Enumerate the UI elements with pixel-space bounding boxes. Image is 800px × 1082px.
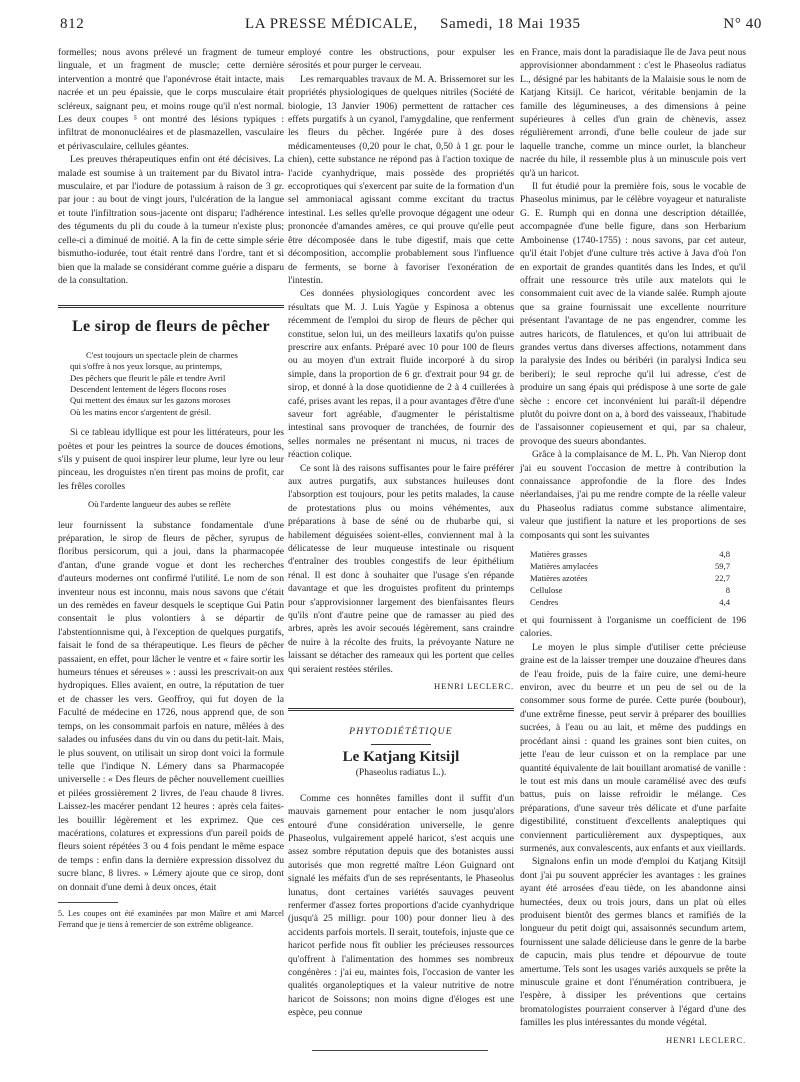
table-cell-label: Matières grasses bbox=[530, 549, 588, 560]
paragraph: employé contre les obstructions, pour expulser les sérosités et pour purger le cerveau. bbox=[288, 47, 514, 72]
paragraph: et qui fournissent à l'organisme un coefficient de 196 calories. bbox=[520, 615, 746, 640]
table-row bbox=[530, 560, 730, 572]
footnote: 5. Les coupes ont été examinées par mon Maître et ami Marcel Ferrand que je tiens à remercier de son extrême obligeance. bbox=[58, 908, 284, 929]
table-row bbox=[530, 584, 730, 596]
paragraph: Si ce tableau idyllique est pour les littérateurs, pour les poètes et pour les peintres la source de douces émotions, s'ils y puisent de quoi inspirer leur plume, leur lyre ou leur pinceau, les droguistes n'en tirent pas moins de profit, car les frêles corolles bbox=[58, 427, 284, 492]
author-signature: HENRI LECLERC. bbox=[666, 1034, 746, 1045]
paragraph: Comme ces honnêtes familles dont il suffit d'un mauvais garnement pour entacher le nom jusqu'alors entouré d'une considération universelle, le genre Phaseolus, vulgairement appelé haricot, s'est acquis une assez sombre réputation depuis que des botanistes aussi autorisés que mon regretté maître Léon Guignard ont signalé les méfaits d'un de ses représentants, le Phaseolus lunatus, dont certaines variétés sauvages peuvent renfermer d'assez fortes proportions d'acide cyanhydrique (jusqu'à 25 milligr. pour 100) pour donner lieu à des accidents parfois mortels. Il serait, toutefois, injuste que ce haricot perfide nous fît oublier les précieuses ressources qu'offrent à l'alimentation des hommes ses nombreux congénères : j'ai eu, maintes fois, l'occasion de vanter les qualités organoleptiques et la valeur nutritive de notre haricot de Soissons; non moins digne d'éloges est une espèce, peu connue bbox=[288, 792, 514, 1019]
paragraph: Ce sont là des raisons suffisantes pour le faire préférer aux autres purgatifs, aux substances huileuses dont l'absorption est toujours, pour les petits malades, la cause de protestations plus ou moins véhémentes, aux préparations à base de séné ou de rhubarbe qui, si habilement déguisées soient-elles, conviennent mal à la délicatesse de leur muqueuse intestinale ou risquent d'entraîner des troubles congestifs de leur épithélium rénal. Il est donc à souhaiter que l'usage s'en répande davantage et que les droguistes profitent du printemps pour s'approvisionner largement des bienfaisantes fleurs qu'ils n'ont d'autre peine que de ramasser au pied des arbres, après les avoir secoués légèrement, sans craindre de nuire à la récolte des fruits, la prévoyante Nature ne laissant se détacher des rameaux qui les portent que celles qui seraient restées stériles. bbox=[288, 462, 514, 675]
table-cell-label: Matières amylacées bbox=[530, 561, 598, 572]
table-cell-label: Matières azotées bbox=[530, 573, 588, 584]
author-signature: HENRI LECLERC. bbox=[434, 681, 514, 692]
issue-number: N° 40 bbox=[723, 16, 762, 32]
section-divider bbox=[58, 305, 284, 308]
bottom-divider bbox=[312, 1050, 488, 1051]
poem-line: Où les matins encor s'argentent de grésil. bbox=[70, 406, 211, 417]
page-header bbox=[60, 16, 762, 36]
poem-line: qui s'offre à nos yeux lorsque, au printemps, bbox=[70, 361, 222, 372]
column-1 bbox=[58, 46, 284, 931]
table-cell-value: 59,7 bbox=[714, 561, 730, 572]
quoted-verse: Où l'ardente langueur des aubes se reflète bbox=[88, 499, 231, 510]
paragraph: Le moyen le plus simple d'utiliser cette précieuse graine est de la laisser tremper une douzaine d'heures dans de l'eau froide, puis de la faire cuire, une demi-heure environ, avec du beurre et un peu de sel ou de la consommer sous forme de purée. Cette purée (boubour), d'une extrême finesse, peut servir à préparer des bouillies sucrées, à l'eau ou au lait, et même des puddings en procédant ainsi : quand les graines sont bien cuites, on jette l'eau de leur cuisson et on la remplace par une quantité équivalente de lait bouillant aromatisé de vanille : le tout est mis dans un moule caramélisé avec des œufs battus, puis on laisse refroidir le mélange. Ces préparations, d'une saveur très délicate et d'une parfaite digestibilité, constituent d'excellents analeptiques qui conviennent particulièrement aux dyspeptiques, aux surmenés, aux convalescents, aux enfants et aux vieillards. bbox=[520, 641, 746, 854]
paragraph: Grâce à la complaisance de M. L. Ph. Van Nierop dont j'ai eu souvent l'occasion de mettre à contribution la connaissance approfondie de la flore des Indes néerlandaises, j'ai pu me rendre compte de la réelle valeur du Phaseolus radiatus comme substance alimentaire, valeur que justifient la nature et les proportions de ses composants qui sont les suivantes bbox=[520, 449, 746, 541]
article-title: Le Katjang Kitsijl bbox=[342, 748, 460, 765]
table-cell-value: 4,8 bbox=[719, 549, 730, 560]
paragraph: Signalons enfin un mode d'emploi du Katjang Kitsijl dont j'ai pu souvent apprécier les avantages : les graines ayant été arrosées d'eau tiède, on les abandonne ainsi humectées, deux ou trois jours, dans un plat où elles produisent bientôt des germes blancs et ramifiés de la longueur du petit doigt qui, assaisonnés secundum artem, fournissent une salade délicieuse dans le genre de la barbe de capucin, mais plus tendre et dépourvue de toute amertume. Tels sont les usages variés auxquels se prête la minuscule graine et dont l'énumération contribuera, je l'espère, à dissiper les préventions que certains bromatologistes pourraient conserver à l'égard d'une des familles les plus intéressantes du monde végétal. bbox=[520, 856, 746, 1029]
article-subtitle: (Phaseolus radiatus L.). bbox=[355, 767, 447, 779]
table-cell-value: 4,4 bbox=[719, 597, 730, 608]
paragraph: leur fournissent la substance fondamentale d'une préparation, le sirop de fleurs de pêcher, syrupus de floribus persicorum, qui a joui, dans la pharmacopée d'antan, d'une grande vogue et dont les recherches d'auteurs modernes ont confirmé l'utilité. Le nom de son inventeur nous est inconnu, mais nous savons que c'était un des remèdes en faveur desquels le sceptique Gui Patin consentait le plus volontiers à se départir de l'abstentionnisme qui, à l'exception de quelques purgatifs, faisait le fond de sa thérapeutique. Les fleurs de pêcher passaient, en effet, pour lâcher le ventre et « faire sortir les humeurs ténues et séreuses » : aussi les prescrivait-on aux hydropiques. Elles avaient, en outre, la réputation de tuer et de chasser les vers. Geoffroy, qui fut doyen de la Faculté de médecine en 1726, nous apprend que, de son temps, on les consommait parfois en nature, mêlées à des salades ou infusées dans du vin ou dans du petit-lait. Mais, le plus souvent, on utilisait un sirop dont voici la formule telle que l'indique N. Lémery dans sa Pharmacopée universelle : « Des fleurs de pêcher nouvellement cueillies et pilées grossièrement 2 livres, de l'eau chaude 8 livres. Laissez-les macérer pendant 12 heures : après cela faites-les bouillir légèrement et les exprimez. Que ces macérations, colatures et expressions d'un pareil poids de fleurs soient répétées 3 ou 4 fois pendant le même espace de temps : enfin dans la dernière expression dissolvez du sucre blanc, 8 livres. » Lémery ajoute que ce sirop, dont on donnait d'une demi à deux onces, était bbox=[58, 519, 284, 893]
table-cell-label: Cellulose bbox=[530, 585, 563, 596]
table-row bbox=[530, 596, 730, 608]
poem-line: Des pêchers que fleurit le pâle et tendre Avril bbox=[70, 372, 226, 383]
page-number: 812 bbox=[60, 16, 85, 32]
table-cell-value: 8 bbox=[725, 585, 730, 596]
paragraph: Les remarquables travaux de M. A. Brissemoret sur les propriétés physiologiques de quelques nitriles (Société de biologie, 13 Janvier 1906) permettent de rattacher ces effets purgatifs à un cyanol, l'amygdaline, que renferment les fleurs du pêcher. Ingérée pure à des doses médicamenteuses (0,20 pour le chat, 0,50 à 1 gr. pour le chien), cette substance ne répond pas à l'action toxique de l'acide cyanhydrique, mais possède des propriétés eccoprotiques qui s'exercent par suite de la formation d'un sel ammoniacal agissant comme excitant du tractus intestinal. Les selles qu'elle provoque dégagent une odeur prononcée d'amandes amères, ce qui prouve qu'elle peut être décomposée dans le tube digestif, mais que cette décomposition, accomplie probablement sous l'influence de ferments, se borne à favoriser l'exonération de l'intestin. bbox=[288, 73, 514, 286]
table-row bbox=[530, 572, 730, 584]
epigraph-poem bbox=[70, 350, 284, 418]
column-2 bbox=[288, 46, 514, 1020]
composition-table bbox=[530, 548, 730, 608]
short-divider bbox=[371, 744, 431, 745]
paragraph: en France, mais dont la paradisiaque île de Java peut nous approvisionner abondamment : c'est le Phaseolus radiatus L., désigné par les habitants de la Malaisie sous le nom de Katjang Kitsijl. Ce haricot, véritable benjamin de la famille des légumineuses, a des dimensions à peine supérieures à celles d'un grain de chènevis, assez régulièrement arrondi, d'une belle couleur de jade sur laquelle tranche, comme un mince ourlet, la blancheur nacrée du hile, il ressemble plus à un minuscule pois vert qu'à un haricot. bbox=[520, 47, 746, 179]
paragraph: Il fut étudié pour la première fois, sous le vocable de Phaseolus minimus, par le célèbre voyageur et naturaliste G. E. Rumph qui en donna une description détaillée, accompagnée d'une belle figure, dans son Herbarium Amboinense (1740-1755) : nous savons, par cet auteur, qu'il était l'objet d'une culture très active à Java d'où l'on en exportait de grandes quantités dans les Indes, et qu'il offrait une ressource très utile aux matelots qui le consommaient cuit avec de la viande salée. Rumph ajoute que sa graine fournissait une excellente nourriture présentant l'avantage de ne pas engendrer, comme les autres haricots, de flatulences, et qu'on lui attribuait de grandes vertus dans diverses affections, notamment dans la paralysie des Indes ou béribéri (in paralysi Indica seu beriberi); le seul reproche qu'il lui adresse, c'est de produire un sang épais qui prédispose à une sorte de gale sèche : encore cet inconvénient lui paraît-il dépendre plutôt du poivre dont on a, à bord des vaisseaux, l'habitude de l'assaisonner copieusement et qui, par sa chaleur, provoque des sueurs abondantes. bbox=[520, 181, 746, 447]
table-cell-label: Cendres bbox=[530, 597, 559, 608]
section-divider bbox=[288, 708, 514, 711]
journal-title: LA PRESSE MÉDICALE, bbox=[245, 16, 418, 32]
paragraph: Ces données physiologiques concordent avec les résultats que M. J. Luis Yagüe y Espinosa a obtenus récemment de l'emploi du sirop de fleurs de pêcher qui constitue, selon lui, un des meilleurs laxatifs qu'on puisse prescrire aux enfants. Préparé avec 10 pour 100 de fleurs ou au moyen d'un extrait fluide incorporé à du sirop simple, dans la proportion de 6 gr. d'extrait pour 94 gr. de sirop, et donné à la dose quotidienne de 2 à 4 cuillerées à café, prises avant les repas, il a pour avantages d'être d'une saveur fort agréable, d'augmenter le péristaltisme intestinal sans provoquer de tranchées, de fournir des selles normales ne présentant ni mucus, ni traces de réaction colique. bbox=[288, 288, 514, 461]
article-title: Le sirop de fleurs de pêcher bbox=[72, 318, 270, 336]
paragraph: Les preuves thérapeutiques enfin ont été décisives. La malade est soumise à un traitement par du Bivatol intra-musculaire, et par l'iodure de potassium à raison de 3 gr. par jour : au bout de vingt jours, l'ulcération de la langue et toute l'infiltration sous-jacente ont disparu; l'adhérence des téguments du pli du coude à la tumeur n'existe plus; celle-ci a diminué de moitié. A la fin de cette simple série bismutho-iodurée, tout était rentré dans l'ordre, tant et si bien que la malade se considérant comme guérie a disparu de la consultation. bbox=[58, 154, 284, 286]
column-3 bbox=[520, 46, 746, 1047]
section-label: PHYTODIÉTÉTIQUE bbox=[349, 725, 453, 737]
table-row bbox=[530, 548, 730, 560]
poem-line: Qui mettent des émaux sur les gazons moroses bbox=[70, 395, 231, 406]
poem-line: C'est toujours un spectacle plein de charmes bbox=[86, 349, 238, 360]
table-cell-value: 22,7 bbox=[714, 573, 730, 584]
paragraph: formelles; nous avons prélevé un fragment de tumeur linguale, et un fragment de muscle; cette dernière intervention a montré que l'aponévrose était intacte, mais nacrée et un peu épaissie, que le corps musculaire était scléreux, saignant peu, et moins rouge qu'il n'est normal. Les deux coupes ⁵ ont montré des lésions typiques : infiltrat de mononucléaires et de plasmazellen, vasculaire et périvasculaire, cellules géantes. bbox=[58, 47, 284, 152]
issue-date: Samedi, 18 Mai 1935 bbox=[440, 16, 581, 32]
poem-line: Descendent lentement de légers flocons roses bbox=[70, 383, 227, 394]
footnote-rule bbox=[58, 902, 118, 903]
